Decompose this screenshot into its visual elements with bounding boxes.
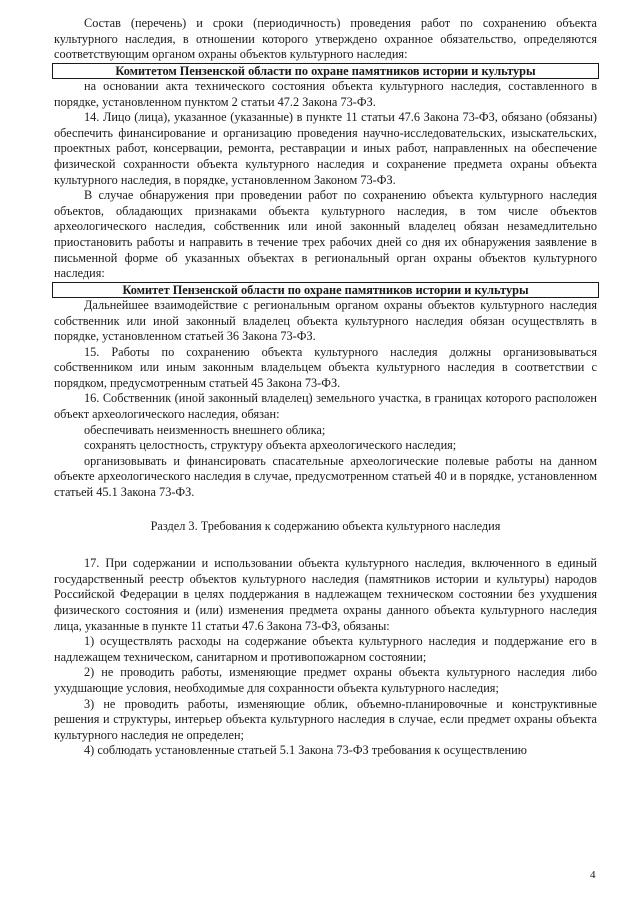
paragraph-item-17: 17. При содержании и использовании объекта культурного наследия, включенного в единый государственный реестр объектов культурного наследия (памятников истории и культуры) народов Российской Федерации в целях поддержания в надлежащем техническом состоянии без ухудшения физического состояния и (или) изменения предмета охраны данного объекта культурного наследия лица, указанные в пункте 11 статьи 47.6 Закона 73-ФЗ, обязаны: [54, 556, 597, 633]
page-number: 4 [590, 869, 596, 881]
document-body [54, 16, 597, 759]
authority-name-box: Комитетом Пензенской области по охране памятников истории и культуры [52, 63, 599, 79]
list-item-1: 1) осуществлять расходы на содержание объекта культурного наследия и поддержание его в надлежащем техническом, санитарном и противопожарном состоянии; [54, 634, 597, 664]
paragraph-item-16: 16. Собственник (иной законный владелец) земельного участка, в границах которого расположен объект археологического наследия, обязан: [54, 391, 597, 422]
list-item-3: 3) не проводить работы, изменяющие облик, объемно-планировочные и конструктивные решения и структуры, интерьер объекта культурного наследия в случае, если предмет охраны объекта культурного наследия не определен; [54, 696, 597, 742]
paragraph-interaction: Дальнейшее взаимодействие с региональным органом охраны объектов культурного наследия собственник или иной законный владелец объекта культурного наследия обязан осуществлять в порядке, установленном статьей 36 Закона 73-ФЗ. [54, 297, 597, 344]
section-title: Раздел 3. Требования к содержанию объекта культурного наследия [150, 518, 501, 533]
paragraph-technical-act: на основании акта технического состояния объекта культурного наследия, составленного в порядке, установленном пунктом 2 статьи 47.2 Закона 73-ФЗ. [54, 78, 597, 109]
paragraph-rescue-works: организовывать и финансировать спасательные археологические полевые работы на данном объекте археологического наследия в случае, предусмотренном статьей 40 и в порядке, установленном статьей 45.1 Закона 73-ФЗ. [54, 453, 597, 500]
paragraph-item-15: 15. Работы по сохранению объекта культурного наследия должны организовываться собственником или иным законным владельцем объекта культурного наследия в соответствии с порядком, предусмотренным статьей 45 Закона 73-ФЗ. [54, 344, 597, 390]
paragraph-discovery: В случае обнаружения при проведении работ по сохранению объекта культурного наследия объектов, обладающих признаками объекта культурного наследия, в том числе объектов археологического наследия, собственник или иной законный владелец обязан незамедлительно приостановить работы и направить в течение трех рабочих дней со дня их обнаружения заявление в письменной форме об указанных объектах в региональный орган охраны объектов культурного наследия: [54, 188, 597, 281]
authority-name-box-2: Комитет Пензенской области по охране памятников истории и культуры [52, 282, 599, 298]
list-item-2: 2) не проводить работы, изменяющие предмет охраны объекта культурного наследия либо ухудшающие условия, необходимые для сохранности объекта культурного наследия; [54, 665, 597, 695]
list-item-4: 4) соблюдать установленные статьей 5.1 Закона 73-ФЗ требования к осуществлению [84, 743, 527, 758]
paragraph-appearance: обеспечивать неизменность внешнего облика; [84, 422, 326, 437]
paragraph-works-composition: Состав (перечень) и сроки (периодичность) проведения работ по сохранению объекта культурного наследия, в отношении которого утверждено охранное обязательство, определяются соответствующим органом охраны объектов культурного наследия: [54, 16, 597, 62]
paragraph-item-14: 14. Лицо (лица), указанное (указанные) в пункте 11 статьи 47.6 Закона 73-ФЗ, обязано (обязаны) обеспечить финансирование и организацию проведения научно-исследовательских, изыскательских, проектных работ, консервации, ремонта, реставрации и иных работ, направленных на обеспечение физической сохранности объекта культурного наследия и сохранение предмета охраны объекта культурного наследия, в порядке, установленном Законом 73-ФЗ. [54, 110, 597, 187]
paragraph-integrity: сохранять целостность, структуру объекта археологического наследия; [84, 438, 457, 453]
